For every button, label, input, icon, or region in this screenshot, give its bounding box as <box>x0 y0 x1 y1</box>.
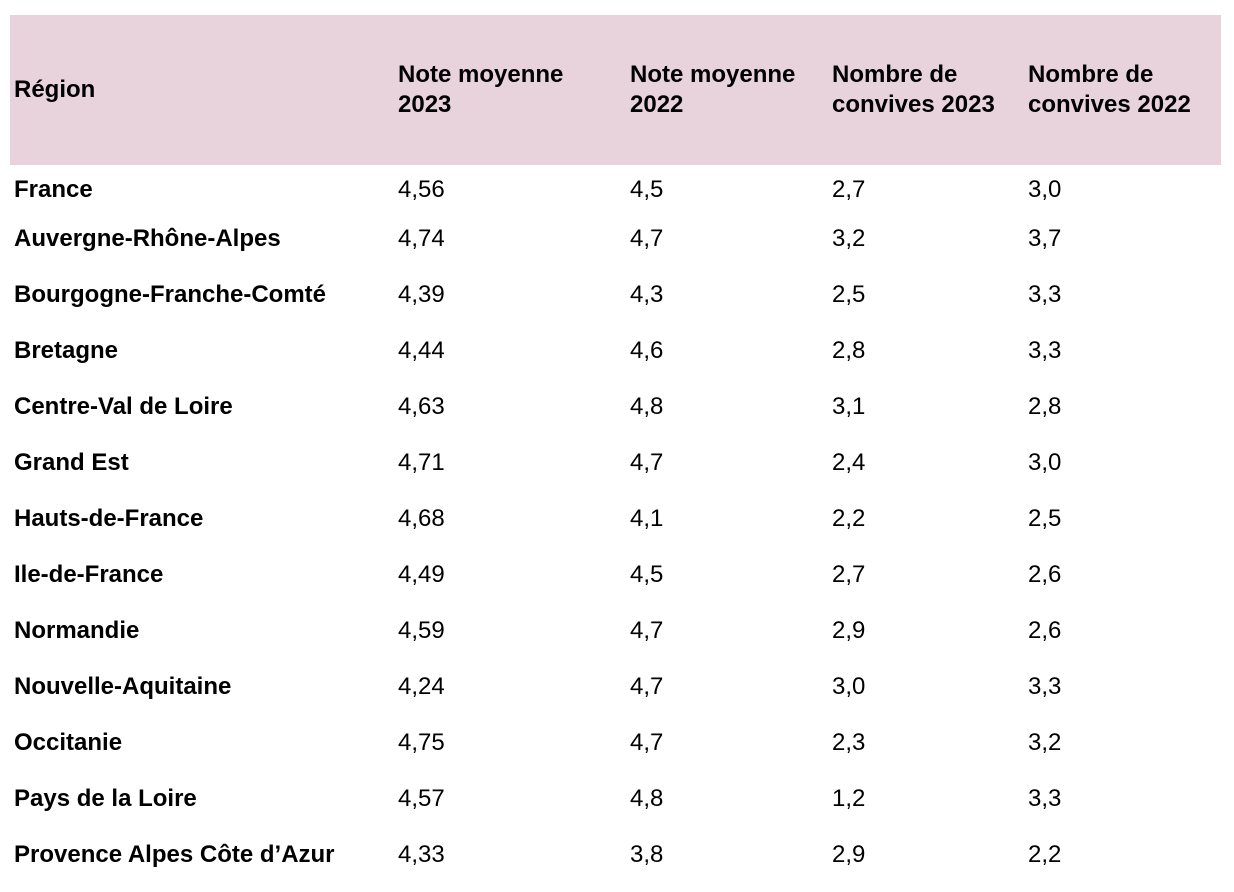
region-name: Bretagne <box>14 337 119 364</box>
column-header-note-2023: Note moyenne 2023 <box>398 61 564 118</box>
column-header-convives-2023: Nombre de convives 2023 <box>832 61 995 118</box>
table-row <box>10 267 1221 323</box>
note-2023: 4,24 <box>398 673 445 700</box>
table-row <box>10 491 1221 547</box>
convives-2023: 2,8 <box>832 337 866 364</box>
convives-2022: 3,3 <box>1028 785 1062 812</box>
note-2022: 4,6 <box>630 337 664 364</box>
note-2023: 4,59 <box>398 617 445 644</box>
region-name: Auvergne-Rhône-Alpes <box>14 225 281 252</box>
table-row <box>10 715 1221 771</box>
convives-2022: 3,0 <box>1028 176 1062 203</box>
convives-2022: 3,3 <box>1028 281 1062 308</box>
note-2023: 4,63 <box>398 393 445 420</box>
region-name: Normandie <box>14 617 140 644</box>
region-name: Provence Alpes Côte d’Azur <box>14 841 335 868</box>
note-2022: 4,8 <box>630 785 664 812</box>
table-row <box>10 827 1221 883</box>
note-2023: 4,74 <box>398 225 445 252</box>
convives-2023: 3,2 <box>832 225 866 252</box>
column-header-note-2022: Note moyenne 2022 <box>630 61 796 118</box>
region-name: Occitanie <box>14 729 123 756</box>
table-row <box>10 379 1221 435</box>
convives-2023: 2,9 <box>832 841 866 868</box>
note-2023: 4,56 <box>398 176 445 203</box>
note-2023: 4,68 <box>398 505 445 532</box>
column-header-region: Région <box>14 76 96 103</box>
note-2023: 4,33 <box>398 841 445 868</box>
region-name: Pays de la Loire <box>14 785 197 812</box>
region-name: Bourgogne-Franche-Comté <box>14 281 326 308</box>
convives-2023: 2,7 <box>832 561 866 588</box>
region-name: Hauts-de-France <box>14 505 204 532</box>
note-2022: 4,5 <box>630 176 664 203</box>
region-name: France <box>14 176 93 203</box>
convives-2022: 3,7 <box>1028 225 1062 252</box>
note-2022: 4,5 <box>630 561 664 588</box>
convives-2022: 2,2 <box>1028 841 1062 868</box>
convives-2022: 3,0 <box>1028 449 1062 476</box>
note-2022: 4,1 <box>630 505 664 532</box>
convives-2023: 1,2 <box>832 785 866 812</box>
region-ratings-table <box>10 15 1221 883</box>
region-name: Centre-Val de Loire <box>14 393 233 420</box>
table-header <box>10 15 1221 165</box>
convives-2023: 2,4 <box>832 449 866 476</box>
convives-2023: 3,0 <box>832 673 866 700</box>
convives-2022: 2,6 <box>1028 561 1062 588</box>
note-2022: 4,7 <box>630 225 664 252</box>
note-2022: 4,3 <box>630 281 664 308</box>
convives-2023: 2,9 <box>832 617 866 644</box>
note-2022: 4,7 <box>630 449 664 476</box>
convives-2022: 2,5 <box>1028 505 1062 532</box>
table-row <box>10 659 1221 715</box>
convives-2023: 2,7 <box>832 176 866 203</box>
table-row <box>10 211 1221 267</box>
note-2022: 4,7 <box>630 673 664 700</box>
region-name: Nouvelle-Aquitaine <box>14 673 232 700</box>
convives-2022: 2,6 <box>1028 617 1062 644</box>
note-2023: 4,75 <box>398 729 445 756</box>
note-2022: 4,7 <box>630 729 664 756</box>
note-2022: 3,8 <box>630 841 664 868</box>
convives-2022: 3,3 <box>1028 673 1062 700</box>
table-row <box>10 547 1221 603</box>
table-row <box>10 165 1221 211</box>
region-name: Grand Est <box>14 449 129 476</box>
convives-2022: 3,2 <box>1028 729 1062 756</box>
note-2022: 4,7 <box>630 617 664 644</box>
note-2023: 4,39 <box>398 281 445 308</box>
convives-2023: 2,5 <box>832 281 866 308</box>
note-2023: 4,44 <box>398 337 445 364</box>
note-2023: 4,71 <box>398 449 445 476</box>
convives-2023: 3,1 <box>832 393 866 420</box>
convives-2022: 3,3 <box>1028 337 1062 364</box>
note-2022: 4,8 <box>630 393 664 420</box>
convives-2023: 2,2 <box>832 505 866 532</box>
table-row <box>10 603 1221 659</box>
region-name: Ile-de-France <box>14 561 164 588</box>
table-row <box>10 771 1221 827</box>
table-row <box>10 323 1221 379</box>
convives-2023: 2,3 <box>832 729 866 756</box>
column-header-convives-2022: Nombre de convives 2022 <box>1028 61 1191 118</box>
note-2023: 4,57 <box>398 785 445 812</box>
note-2023: 4,49 <box>398 561 445 588</box>
convives-2022: 2,8 <box>1028 393 1062 420</box>
table-row <box>10 435 1221 491</box>
